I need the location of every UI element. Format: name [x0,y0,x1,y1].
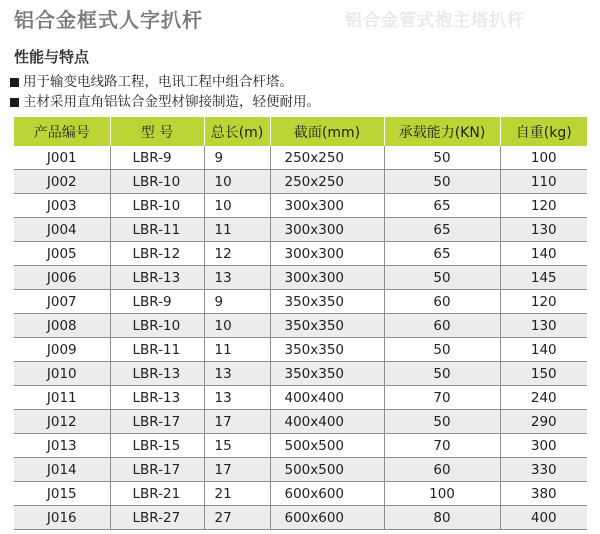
cell-section: 300x300 [270,218,384,242]
cell-capacity: 50 [384,338,500,362]
feature-item [10,72,320,92]
col-header-length: 总长(m) [204,117,270,146]
cell-section: 250x250 [270,170,384,194]
cell-model: LBR-15 [110,434,204,458]
col-header-capacity: 承载能力(KN) [384,117,500,146]
cell-model: LBR-13 [110,386,204,410]
cell-code: J012 [14,410,110,434]
feature-item [10,92,320,112]
cell-capacity: 50 [384,170,500,194]
cell-weight: 130 [500,314,587,338]
section-title: 性能与特点 [14,48,90,66]
feature-text: 主材采用直角铝钛合金型材铆接制造，轻便耐用。 [23,94,320,110]
table-row [14,194,587,218]
cell-section: 300x300 [270,242,384,266]
cell-capacity: 60 [384,290,500,314]
table-header-row [14,117,587,146]
cell-capacity: 50 [384,362,500,386]
table-row [14,458,587,482]
cell-length: 13 [204,386,270,410]
cell-model: LBR-10 [110,194,204,218]
page-title: 铝合金框式人字扒杆 [14,8,203,32]
cell-capacity: 60 [384,314,500,338]
cell-length: 13 [204,266,270,290]
cell-model: LBR-11 [110,338,204,362]
table-row [14,506,587,530]
cell-length: 11 [204,218,270,242]
cell-length: 9 [204,290,270,314]
cell-length: 10 [204,194,270,218]
cell-model: LBR-17 [110,458,204,482]
feature-list [10,72,320,112]
cell-code: J001 [14,146,110,170]
cell-code: J011 [14,386,110,410]
table-row [14,314,587,338]
feature-text: 用于输变电线路工程，电讯工程中组合杆塔。 [23,74,293,90]
cell-capacity: 50 [384,410,500,434]
cell-capacity: 80 [384,506,500,530]
cell-section: 350x350 [270,362,384,386]
cell-weight: 150 [500,362,587,386]
cell-code: J015 [14,482,110,506]
cell-model: LBR-13 [110,362,204,386]
cell-model: LBR-21 [110,482,204,506]
cell-weight: 110 [500,170,587,194]
cell-model: LBR-11 [110,218,204,242]
cell-model: LBR-10 [110,314,204,338]
cell-code: J010 [14,362,110,386]
table-row [14,482,587,506]
cell-section: 500x500 [270,434,384,458]
cell-length: 27 [204,506,270,530]
cell-weight: 145 [500,266,587,290]
cell-capacity: 50 [384,146,500,170]
cell-capacity: 70 [384,434,500,458]
cell-capacity: 50 [384,266,500,290]
col-header-section: 截面(mm) [270,117,384,146]
cell-length: 10 [204,170,270,194]
cell-capacity: 65 [384,242,500,266]
cell-section: 350x350 [270,338,384,362]
cell-model: LBR-10 [110,170,204,194]
cell-weight: 380 [500,482,587,506]
cell-code: J008 [14,314,110,338]
table-row [14,386,587,410]
cell-weight: 140 [500,242,587,266]
table-row [14,242,587,266]
cell-section: 600x600 [270,482,384,506]
cell-weight: 120 [500,194,587,218]
cell-weight: 300 [500,434,587,458]
cell-weight: 240 [500,386,587,410]
cell-section: 350x350 [270,290,384,314]
cell-section: 400x400 [270,410,384,434]
cell-length: 9 [204,146,270,170]
cell-model: LBR-17 [110,410,204,434]
cell-length: 10 [204,314,270,338]
cell-capacity: 60 [384,458,500,482]
table-row [14,146,587,170]
cell-model: LBR-12 [110,242,204,266]
col-header-code: 产品编号 [14,117,110,146]
cell-length: 17 [204,458,270,482]
cell-code: J006 [14,266,110,290]
cell-weight: 140 [500,338,587,362]
cell-code: J009 [14,338,110,362]
cell-section: 500x500 [270,458,384,482]
table-body [14,146,587,530]
cell-code: J016 [14,506,110,530]
col-header-model: 型 号 [110,117,204,146]
cell-capacity: 70 [384,386,500,410]
table-row [14,290,587,314]
table-row [14,170,587,194]
cell-code: J007 [14,290,110,314]
table-row [14,218,587,242]
cell-section: 300x300 [270,266,384,290]
cell-code: J005 [14,242,110,266]
cell-capacity: 65 [384,218,500,242]
cell-code: J013 [14,434,110,458]
cell-code: J002 [14,170,110,194]
square-bullet-icon [10,78,19,87]
cell-weight: 100 [500,146,587,170]
cell-capacity: 100 [384,482,500,506]
table-row [14,338,587,362]
watermark-heading: 铝合金管式抱主塔扒杆 [345,11,525,31]
square-bullet-icon [10,98,19,107]
cell-length: 13 [204,362,270,386]
table-row [14,266,587,290]
cell-code: J003 [14,194,110,218]
cell-model: LBR-13 [110,266,204,290]
table-row [14,410,587,434]
cell-section: 350x350 [270,314,384,338]
cell-model: LBR-27 [110,506,204,530]
cell-length: 12 [204,242,270,266]
cell-weight: 130 [500,218,587,242]
cell-model: LBR-9 [110,146,204,170]
cell-weight: 330 [500,458,587,482]
cell-section: 250x250 [270,146,384,170]
cell-length: 21 [204,482,270,506]
cell-length: 15 [204,434,270,458]
cell-weight: 400 [500,506,587,530]
cell-code: J004 [14,218,110,242]
cell-section: 300x300 [270,194,384,218]
cell-weight: 290 [500,410,587,434]
col-header-weight: 自重(kg) [500,117,587,146]
cell-length: 17 [204,410,270,434]
cell-model: LBR-9 [110,290,204,314]
cell-weight: 120 [500,290,587,314]
table-row [14,362,587,386]
cell-section: 600x600 [270,506,384,530]
cell-length: 11 [204,338,270,362]
table-row [14,434,587,458]
cell-code: J014 [14,458,110,482]
spec-table [14,117,587,530]
cell-section: 400x400 [270,386,384,410]
cell-capacity: 65 [384,194,500,218]
